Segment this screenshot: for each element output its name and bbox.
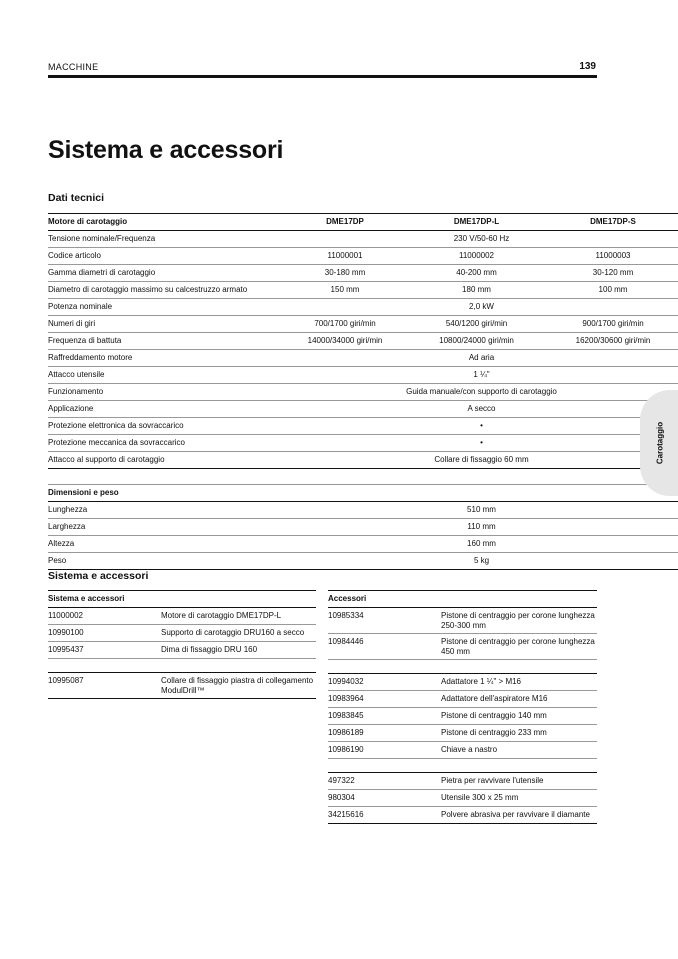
spec-value: Ad aria xyxy=(280,350,678,367)
spec-value: 11000002 xyxy=(410,248,543,265)
spec-row xyxy=(48,299,678,316)
column-header-model: DME17DP-L xyxy=(410,214,543,231)
dims-value: 160 mm xyxy=(280,536,678,553)
item-row xyxy=(328,790,597,807)
spec-row xyxy=(48,350,678,367)
spec-row xyxy=(48,248,678,265)
dims-row xyxy=(48,502,678,519)
spec-value: 40-200 mm xyxy=(410,265,543,282)
spec-label: Numeri di giri xyxy=(48,316,280,333)
system-header: Sistema e accessori xyxy=(48,591,316,608)
tech-header-row xyxy=(48,214,678,231)
spec-value: • xyxy=(280,435,678,452)
spec-row xyxy=(48,435,678,452)
item-description: Adattatore dell'aspiratore M16 xyxy=(441,691,597,708)
spec-label: Codice articolo xyxy=(48,248,280,265)
item-code: 10986190 xyxy=(328,742,441,759)
group-gap xyxy=(328,759,597,773)
item-code: 980304 xyxy=(328,790,441,807)
dims-header: Dimensioni e peso xyxy=(48,485,678,502)
group-gap xyxy=(48,659,316,673)
dims-row xyxy=(48,553,678,570)
spec-row xyxy=(48,316,678,333)
spec-label: Protezione meccanica da sovraccarico xyxy=(48,435,280,452)
dims-row xyxy=(48,519,678,536)
spec-value: 10800/24000 giri/min xyxy=(410,333,543,350)
item-code: 10986189 xyxy=(328,725,441,742)
spec-value: 230 V/50-60 Hz xyxy=(280,231,678,248)
gap-cell xyxy=(328,660,597,674)
item-row xyxy=(328,634,597,660)
section-tab[interactable] xyxy=(640,390,678,496)
item-row xyxy=(328,691,597,708)
item-description: Pistone di centraggio 233 mm xyxy=(441,725,597,742)
item-description: Pistone di centraggio 140 mm xyxy=(441,708,597,725)
page-number: 139 xyxy=(579,61,596,72)
spec-value: 16200/30600 giri/min xyxy=(543,333,678,350)
spec-label: Protezione elettronica da sovraccarico xyxy=(48,418,280,435)
item-description: Pistone di centraggio per corone lunghezza 450 mm xyxy=(441,634,597,660)
spec-row xyxy=(48,265,678,282)
gap-cell xyxy=(328,759,597,773)
column-header-model: DME17DP xyxy=(280,214,410,231)
item-row xyxy=(328,608,597,634)
spec-label: Diametro di carotaggio massimo su calcestruzzo armato xyxy=(48,282,280,299)
gap-cell xyxy=(48,659,316,673)
header-rule xyxy=(48,75,597,78)
item-row xyxy=(328,807,597,824)
item-description: Chiave a nastro xyxy=(441,742,597,759)
item-code: 10990100 xyxy=(48,625,161,642)
spec-label: Frequenza di battuta xyxy=(48,333,280,350)
spec-row xyxy=(48,418,678,435)
dims-label: Lunghezza xyxy=(48,502,280,519)
item-code: 10994032 xyxy=(328,674,441,691)
spec-label: Gamma diametri di carotaggio xyxy=(48,265,280,282)
dims-row xyxy=(48,536,678,553)
item-code: 34215616 xyxy=(328,807,441,824)
item-description: Pietra per ravvivare l'utensile xyxy=(441,773,597,790)
item-row xyxy=(48,608,316,625)
item-description: Dima di fissaggio DRU 160 xyxy=(161,642,316,659)
spec-row xyxy=(48,384,678,401)
spec-value: Guida manuale/con supporto di carotaggio xyxy=(280,384,678,401)
item-description: Collare di fissaggio piastra di collegamento ModulDrill™ xyxy=(161,673,316,699)
spec-value: 1 ¼" xyxy=(280,367,678,384)
spec-label: Attacco al supporto di carotaggio xyxy=(48,452,280,469)
spec-label: Tensione nominale/Frequenza xyxy=(48,231,280,248)
spec-label: Funzionamento xyxy=(48,384,280,401)
spec-label: Applicazione xyxy=(48,401,280,418)
item-code: 10983964 xyxy=(328,691,441,708)
dims-value: 5 kg xyxy=(280,553,678,570)
tech-heading: Dati tecnici xyxy=(48,192,105,204)
spec-row xyxy=(48,452,678,469)
item-row xyxy=(328,742,597,759)
item-code: 10985334 xyxy=(328,608,441,634)
item-code: 10995437 xyxy=(48,642,161,659)
spec-value: 150 mm xyxy=(280,282,410,299)
item-code: 10995087 xyxy=(48,673,161,699)
spec-value: 180 mm xyxy=(410,282,543,299)
spec-row xyxy=(48,231,678,248)
dims-label: Larghezza xyxy=(48,519,280,536)
spec-value: 540/1200 giri/min xyxy=(410,316,543,333)
spec-value: 11000003 xyxy=(543,248,678,265)
spacer-cell xyxy=(48,469,678,485)
spec-value: A secco xyxy=(280,401,678,418)
spec-value: 30-120 mm xyxy=(543,265,678,282)
tech-table xyxy=(48,213,678,570)
column-header-model: DME17DP-S xyxy=(543,214,678,231)
dims-value: 110 mm xyxy=(280,519,678,536)
dims-header-row xyxy=(48,485,678,502)
item-description: Adattatore 1 ¼" > M16 xyxy=(441,674,597,691)
section-label: MACCHINE xyxy=(48,62,99,72)
spec-label: Raffreddamento motore xyxy=(48,350,280,367)
item-description: Supporto di carotaggio DRU160 a secco xyxy=(161,625,316,642)
dims-value: 510 mm xyxy=(280,502,678,519)
item-description: Polvere abrasiva per ravvivare il diamante xyxy=(441,807,597,824)
item-row xyxy=(48,642,316,659)
spec-value: • xyxy=(280,418,678,435)
item-row xyxy=(328,674,597,691)
system-table xyxy=(48,590,316,699)
accessories-heading: Sistema e accessori xyxy=(48,570,149,582)
spec-label: Potenza nominale xyxy=(48,299,280,316)
spec-value: 100 mm xyxy=(543,282,678,299)
item-row xyxy=(48,673,316,699)
page-title: Sistema e accessori xyxy=(48,136,284,164)
item-description: Pistone di centraggio per corone lunghezza 250-300 mm xyxy=(441,608,597,634)
item-code: 10983845 xyxy=(328,708,441,725)
spec-value: 2,0 kW xyxy=(280,299,678,316)
extras-header-row xyxy=(328,591,597,608)
spacer-row xyxy=(48,469,678,485)
spec-value: 900/1700 giri/min xyxy=(543,316,678,333)
column-header-label: Motore di carotaggio xyxy=(48,214,280,231)
section-tab-label: Carotaggio xyxy=(655,421,665,465)
item-description: Motore di carotaggio DME17DP-L xyxy=(161,608,316,625)
spec-row xyxy=(48,367,678,384)
accessories-table xyxy=(328,590,597,824)
item-description: Utensile 300 x 25 mm xyxy=(441,790,597,807)
spec-row xyxy=(48,401,678,418)
dims-label: Peso xyxy=(48,553,280,570)
spec-label: Attacco utensile xyxy=(48,367,280,384)
item-code: 497322 xyxy=(328,773,441,790)
group-gap xyxy=(328,660,597,674)
spec-value: 14000/34000 giri/min xyxy=(280,333,410,350)
item-code: 10984446 xyxy=(328,634,441,660)
dims-label: Altezza xyxy=(48,536,280,553)
item-code: 11000002 xyxy=(48,608,161,625)
extras-header: Accessori xyxy=(328,591,597,608)
spec-value: 700/1700 giri/min xyxy=(280,316,410,333)
spec-value: 11000001 xyxy=(280,248,410,265)
item-row xyxy=(328,773,597,790)
item-row xyxy=(328,708,597,725)
item-row xyxy=(48,625,316,642)
item-row xyxy=(328,725,597,742)
spec-row xyxy=(48,282,678,299)
spec-row xyxy=(48,333,678,350)
system-header-row xyxy=(48,591,316,608)
spec-value: Collare di fissaggio 60 mm xyxy=(280,452,678,469)
spec-value: 30-180 mm xyxy=(280,265,410,282)
